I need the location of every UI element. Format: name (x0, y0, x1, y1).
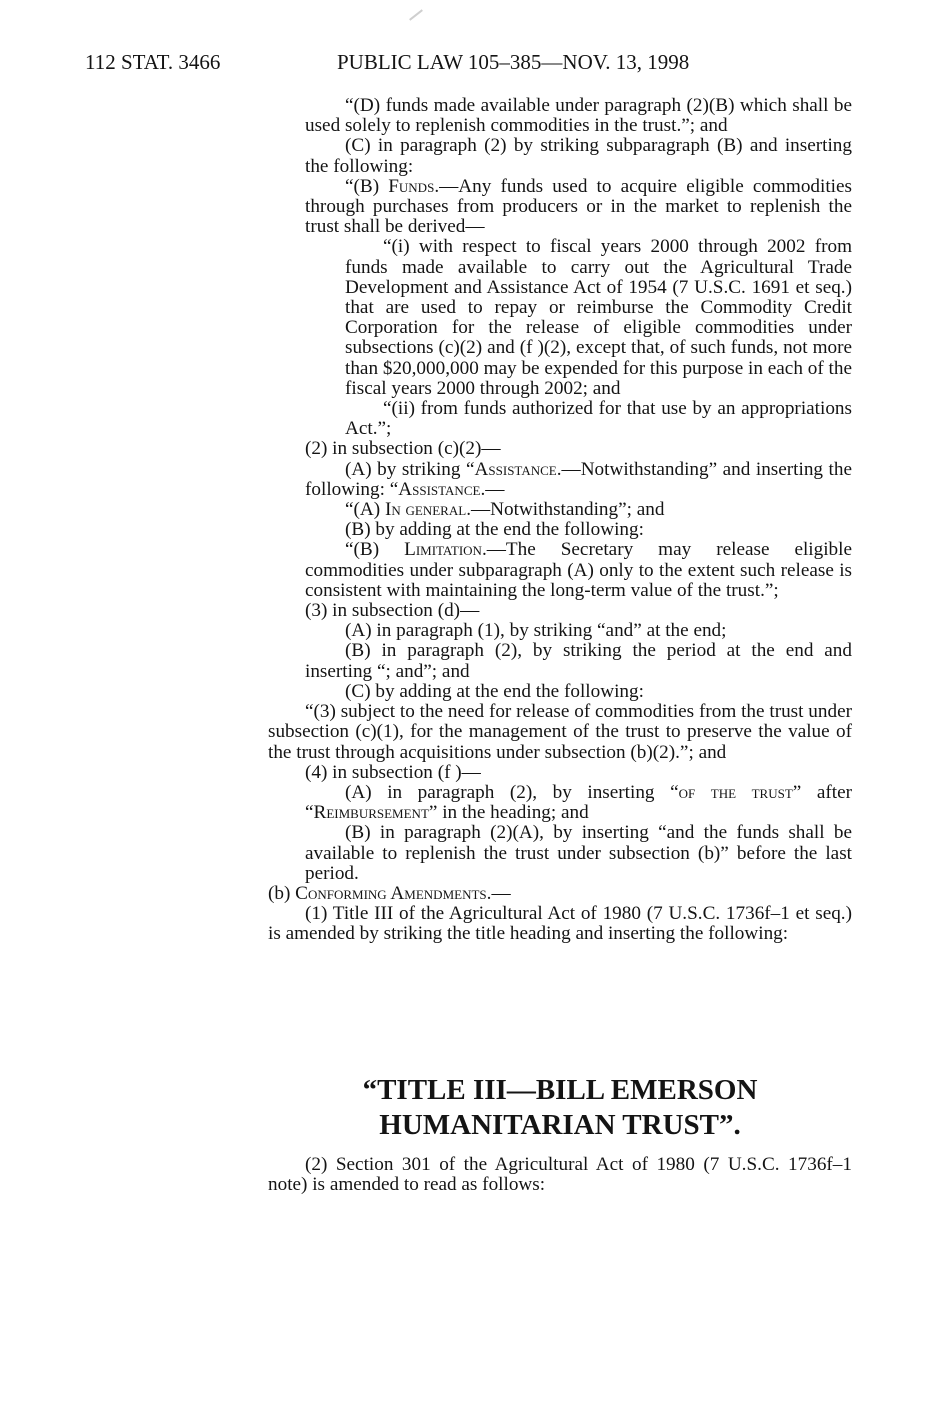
small-caps-heading: Reimbursement (313, 802, 429, 824)
small-caps-heading: Conforming Amendments (295, 882, 487, 904)
clause-ii: “(ii) from funds authorized for that use by an appropriations Act.”; (345, 398, 852, 440)
title-heading (268, 1073, 852, 1143)
text-segment: “(B) (345, 539, 405, 561)
item-4-subsection: (4) in subsection (f )— (305, 761, 481, 783)
text-segment: (A) in paragraph (2), by inserting “ (345, 781, 679, 803)
small-caps-heading: In general (384, 499, 467, 521)
paragraph-a-striking-assistance (268, 460, 852, 500)
text-segment: .—The Secretary may release eligible commodities under subparagraph (A) only to the extent such release is consistent with maintaining the long-term value of the trust.”; (305, 539, 852, 601)
text-segment: (A) by striking “ (345, 458, 475, 480)
small-caps-heading: Limitation (404, 539, 482, 561)
text-segment: .— (486, 882, 511, 904)
small-caps-heading: Assistance (474, 458, 557, 480)
paragraph-d-funds: “(D) funds made available under paragraph (2)(B) which shall be used solely to replenish commodities in the trust.”; and (305, 95, 852, 137)
statute-reference: 112 STAT. 3466 (85, 50, 221, 74)
scan-mark (409, 9, 423, 20)
text-segment: .—Notwithstanding” and inserting the following: “ (305, 458, 852, 500)
item-3-subsection: (3) in subsection (d)— (305, 600, 480, 622)
text-segment: .—Notwithstanding”; and (466, 499, 665, 521)
paragraph-a-striking-and: (A) in paragraph (1), by striking “and” at the end; (345, 620, 727, 642)
text-segment: ” in the heading; and (428, 802, 589, 824)
paragraph-b-limitation (268, 540, 852, 601)
paragraph-1-title-iii: (1) Title III of the Agricultural Act of 1980 (7 U.S.C. 1736f–1 et seq.) is amended by striking the title heading and inserting the following: (268, 903, 852, 945)
text-segment: “(A) (345, 499, 385, 521)
paragraph-a-in-general (268, 500, 852, 520)
paragraph-3-release: “(3) subject to the need for release of commodities from the trust under subsection (c)(1), for the management of the trust to preserve the value of the trust through acquisitions under subsection (b)(2).”; and (268, 701, 852, 763)
text-segment: .—Any funds used to acquire eligible commodities through purchases from producers or in the market to replenish the trust shall be derived— (305, 175, 853, 238)
paragraph-c-striking: (C) in paragraph (2) by striking subparagraph (B) and inserting the following: (305, 135, 852, 177)
item-2-subsection: (2) in subsection (c)(2)— (305, 438, 501, 460)
document-body (268, 96, 852, 945)
paragraph-2-section-301: (2) Section 301 of the Agricultural Act of 1980 (7 U.S.C. 1736f–1 note) is amended to read as follows: (268, 1154, 852, 1196)
small-caps-heading: Assistance (398, 478, 481, 500)
paragraph-b-funds (268, 177, 852, 238)
small-caps-heading: of the trust (678, 781, 793, 803)
paragraph-c-adding: (C) by adding at the end the following: (345, 680, 644, 702)
text-segment: ” after “ (305, 781, 852, 824)
text-segment: .— (480, 478, 505, 500)
paragraph-a-inserting (268, 783, 852, 823)
text-segment: “(B) (345, 175, 389, 197)
public-law-reference: PUBLIC LAW 105–385—NOV. 13, 1998 (337, 50, 690, 74)
paragraph-b-inserting: (B) in paragraph (2)(A), by inserting “and the funds shall be available to replenish the trust under subsection (b)” before the last period. (305, 822, 852, 884)
section-b-heading (268, 884, 852, 904)
title-line: “TITLE III—BILL EMERSON (362, 1074, 758, 1106)
clause-i: “(i) with respect to fiscal years 2000 through 2002 from funds made available to carry out the Agricultural Trade Development and Assistance Act of 1954 (7 U.S.C. 1691 et seq.) that are used to repay or reimburse the Commodity Credit Corporation for the release of eligible commodities under subsections (c)(2) and (f )(2), except that, of such funds, not more than $20,000,000 may be expended for this purpose in each of the fiscal years 2000 through 2002; and (345, 236, 852, 399)
small-caps-heading: Funds (388, 175, 435, 197)
paragraph-b-adding: (B) by adding at the end the following: (345, 519, 644, 541)
title-line: HUMANITARIAN TRUST”. (379, 1109, 741, 1141)
paragraph-b-striking-period: (B) in paragraph (2), by striking the period at the end and inserting “; and”; and (305, 640, 852, 682)
closing-section (268, 1155, 852, 1195)
text-segment: (b) (268, 882, 296, 904)
